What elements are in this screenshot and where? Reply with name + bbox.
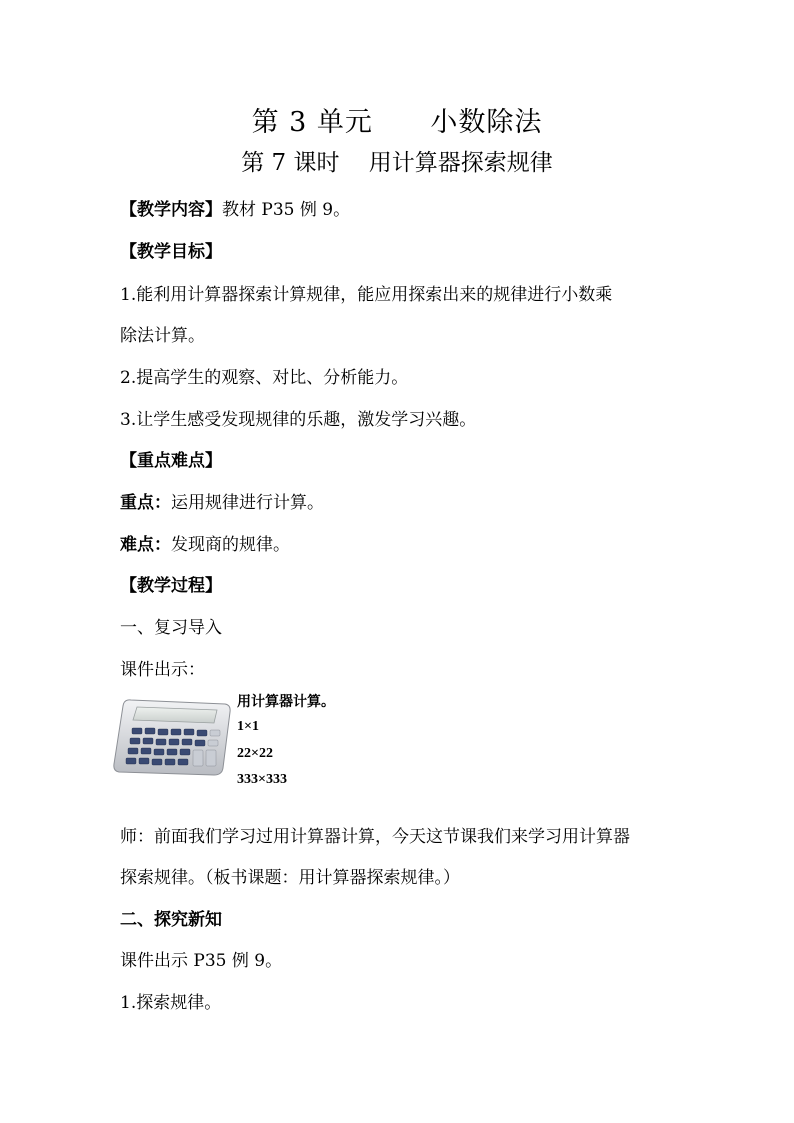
focus-line [120, 488, 324, 513]
goal-item-1-line-2: 除法计算。 [120, 326, 205, 346]
courseware-2-line: 课件出示 P35 例 9。 [120, 951, 283, 971]
figure-caption: 用计算器计算。 [237, 695, 335, 710]
content-text: 教材 P35 例 9。 [222, 200, 351, 220]
focus-label: 重点： [120, 493, 171, 513]
teacher-line-2: 探索规律。（板书课题：用计算器探索规律。） [120, 868, 460, 888]
goal-item-1-line-1: 1.能利用计算器探索计算规律，能应用探索出来的规律进行小数乘 [120, 285, 613, 305]
content-line [120, 195, 350, 220]
goals-heading: 【教学目标】 [120, 242, 222, 262]
teacher-line-1: 师：前面我们学习过用计算器计算，今天这节课我们来学习用计算器 [120, 827, 630, 847]
section-1-heading: 一、复习导入 [120, 618, 222, 638]
difficulty-label: 难点： [120, 535, 171, 555]
figure-equation-1: 1×1 [237, 719, 259, 734]
section-2-heading: 二、探究新知 [120, 910, 222, 930]
lesson-title: 第 7 课时 用计算器探索规律 [241, 150, 553, 176]
step-1-line: 1.探索规律。 [120, 993, 222, 1013]
figure-equation-2: 22×22 [237, 746, 273, 761]
courseware-line: 课件出示： [120, 660, 205, 680]
unit-title: 第 3 单元 小数除法 [251, 107, 543, 138]
content-label: 【教学内容】 [120, 200, 222, 220]
focus-text: 运用规律进行计算。 [171, 493, 324, 513]
difficulty-text: 发现商的规律。 [171, 535, 290, 555]
goal-item-3: 3.让学生感受发现规律的乐趣，激发学习兴趣。 [120, 410, 477, 430]
figure-equation-3: 333×333 [237, 772, 287, 787]
difficulty-line [120, 530, 290, 555]
process-heading: 【教学过程】 [120, 576, 222, 596]
key-heading: 【重点难点】 [120, 451, 222, 471]
calculator-icon [113, 690, 233, 782]
goal-item-2: 2.提高学生的观察、对比、分析能力。 [120, 368, 409, 388]
